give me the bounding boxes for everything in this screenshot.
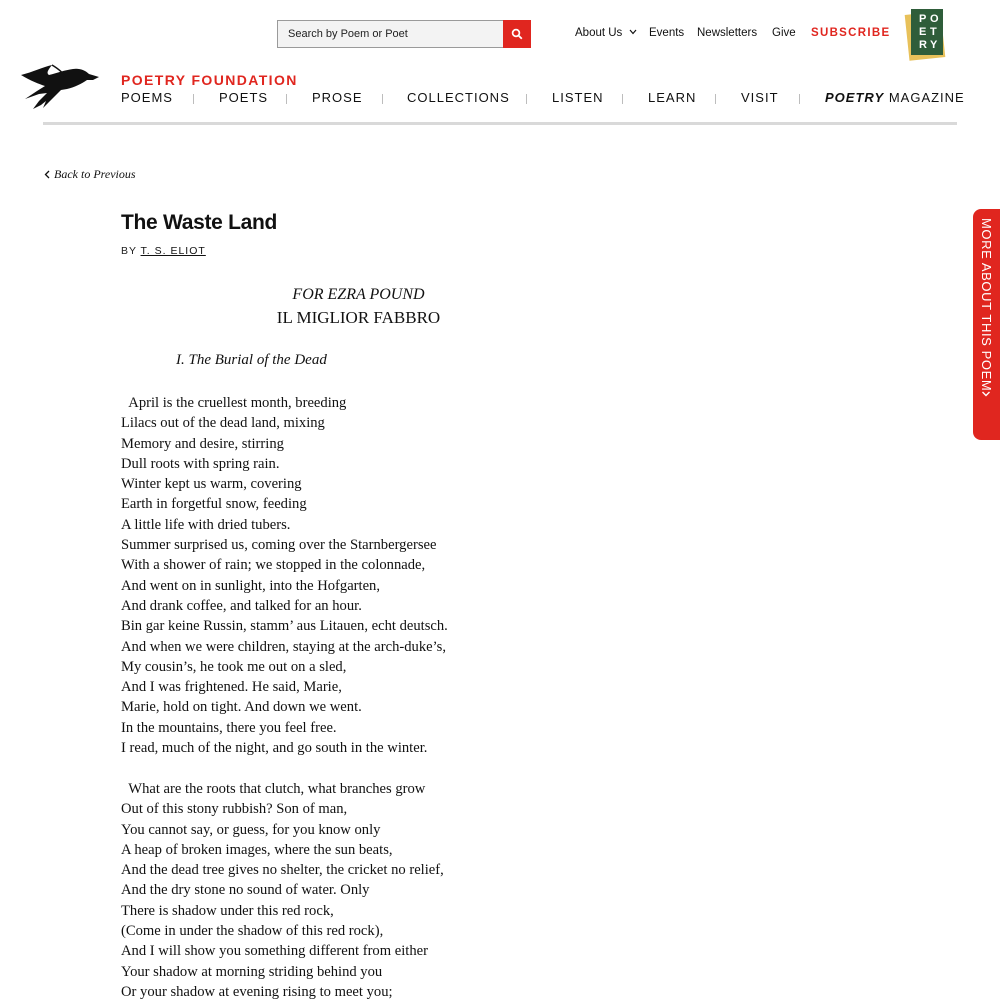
poem-line: And the dry stone no sound of water. Only: [121, 882, 370, 899]
more-about-this-poem-tab[interactable]: [973, 209, 1000, 440]
badge-letter: E: [919, 26, 927, 38]
poem-line: April is the cruellest month, breeding: [121, 395, 347, 411]
nav-magazine-italic: POETRY: [825, 90, 885, 105]
search-input[interactable]: [278, 21, 504, 47]
nav-visit[interactable]: VISIT: [741, 90, 779, 105]
poem-line: And went on in sunlight, into the Hofgarten,: [121, 577, 381, 594]
chevron-left-icon: [44, 170, 50, 179]
chevron-down-icon: [981, 390, 991, 398]
subscribe-link[interactable]: SUBSCRIBE: [811, 27, 891, 39]
poem-line: Or your shadow at evening rising to meet you;: [121, 983, 393, 1000]
poem-line: There is shadow under this red rock,: [121, 902, 334, 919]
poem-line: And I was frightened. He said, Marie,: [121, 679, 342, 696]
side-tab-label: MORE ABOUT THIS POEM: [979, 218, 994, 392]
back-label: Back to Previous: [54, 167, 136, 181]
poem-line: Winter kept us warm, covering: [121, 476, 302, 493]
nav-divider: [526, 94, 527, 104]
nav-poets[interactable]: POETS: [219, 90, 269, 105]
poem-line: Earth in forgetful snow, feeding: [121, 496, 307, 513]
poem-line: Lilacs out of the dead land, mixing: [121, 415, 325, 432]
byline-prefix: BY: [121, 245, 141, 257]
nav-divider: [715, 94, 716, 104]
dedication-subtitle: IL MIGLIOR FABBRO: [276, 308, 441, 327]
author-link[interactable]: T. S. ELIOT: [140, 245, 206, 257]
back-to-previous-link[interactable]: [44, 167, 136, 182]
badge-letter: P: [919, 13, 927, 25]
search-icon: [511, 28, 523, 40]
newsletters-link[interactable]: Newsletters: [697, 27, 758, 39]
poem-line: My cousin’s, he took me out on a sled,: [121, 658, 347, 675]
about-us-label: About Us: [575, 27, 623, 39]
poem-line: Dull roots with spring rain.: [121, 455, 280, 472]
badge-letter: R: [919, 39, 927, 51]
nav-divider: [622, 94, 623, 104]
nav-poems[interactable]: POEMS: [121, 90, 173, 105]
poem-line: Bin gar keine Russin, stamm’ aus Litauen, echt deutsch.: [121, 618, 448, 635]
nav-divider: [286, 94, 287, 104]
nav-divider: [799, 94, 800, 104]
stanza: [121, 393, 448, 758]
poem-line: A little life with dried tubers.: [121, 516, 291, 533]
poem-line: Out of this stony rubbish? Son of man,: [121, 801, 348, 818]
poem-line: In the mountains, there you feel free.: [121, 719, 337, 736]
poem-line: And drank coffee, and talked for an hour.: [121, 597, 362, 614]
nav-magazine-label: MAGAZINE: [884, 90, 965, 105]
nav-poetry-magazine[interactable]: [825, 90, 965, 105]
poem-line: Memory and desire, stirring: [121, 435, 284, 452]
poem-line: What are the roots that clutch, what branches grow: [121, 781, 426, 797]
nav-collections[interactable]: COLLECTIONS: [407, 90, 510, 105]
chevron-down-icon: [629, 29, 637, 35]
header-divider: [43, 122, 957, 125]
poem-line: A heap of broken images, where the sun beats,: [121, 841, 393, 858]
nav-divider: [193, 94, 194, 104]
poem-line: And the dead tree gives no shelter, the cricket no relief,: [121, 862, 444, 879]
poem-line: With a shower of rain; we stopped in the colonnade,: [121, 557, 426, 574]
brand-name[interactable]: POETRY FOUNDATION: [121, 72, 298, 88]
poem-line: And I will show you something different from either: [121, 943, 428, 960]
badge-letter: T: [930, 26, 937, 38]
nav-learn[interactable]: LEARN: [648, 90, 697, 105]
events-link[interactable]: Events: [649, 27, 685, 39]
poem-line: Marie, hold on tight. And down we went.: [121, 699, 362, 716]
search-button[interactable]: [503, 20, 531, 48]
byline: [121, 245, 206, 257]
poem-line: You cannot say, or guess, for you know only: [121, 821, 381, 838]
pegasus-logo-icon[interactable]: [19, 63, 101, 111]
poem-line: (Come in under the shadow of this red rock),: [121, 923, 384, 940]
badge-letter: O: [930, 13, 939, 25]
dedication: FOR EZRA POUND: [292, 286, 425, 303]
poem-line: Summer surprised us, coming over the Starnbergersee: [121, 537, 437, 554]
poetry-magazine-badge-icon[interactable]: [903, 7, 947, 61]
poem-line: I read, much of the night, and go south in the winter.: [121, 740, 428, 757]
search-box: [277, 20, 531, 48]
nav-listen[interactable]: LISTEN: [552, 90, 604, 105]
main-nav: [121, 90, 965, 108]
badge-letter: Y: [930, 39, 938, 51]
nav-prose[interactable]: PROSE: [312, 90, 363, 105]
give-link[interactable]: Give: [772, 27, 796, 39]
poem-line: And when we were children, staying at the arch-duke’s,: [121, 638, 447, 655]
poem-line: Your shadow at morning striding behind you: [121, 963, 383, 980]
stanza: [121, 779, 444, 1002]
nav-divider: [382, 94, 383, 104]
about-us-link[interactable]: [575, 27, 637, 39]
section-title: I. The Burial of the Dead: [176, 352, 327, 368]
poem-title: The Waste Land: [121, 211, 278, 234]
